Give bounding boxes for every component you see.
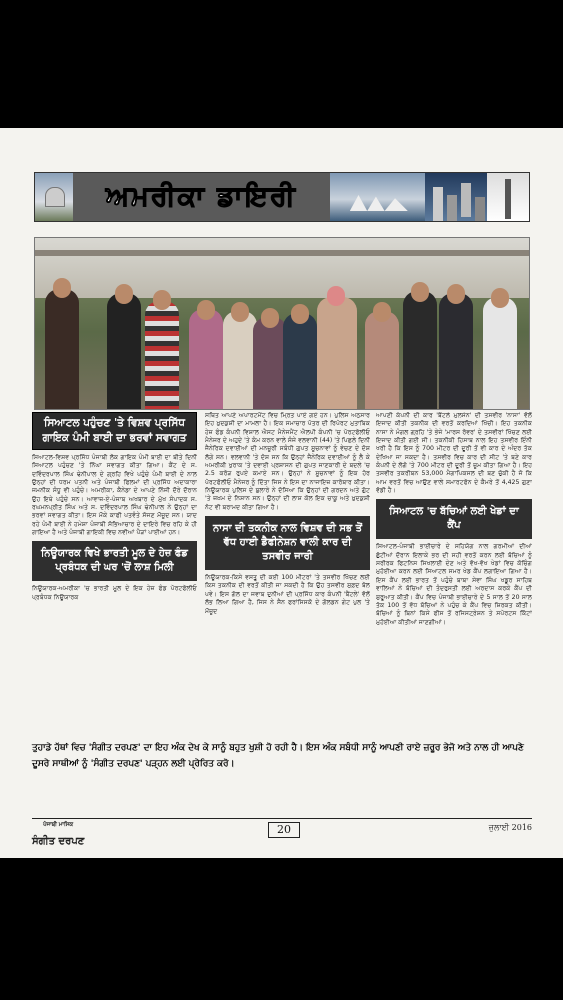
issue-month: ਜੁਲਾਈ [488,823,510,832]
opera-house-image [330,173,426,221]
banner-title: ਅਮਰੀਕਾ ਡਾਇਰੀ [105,181,297,212]
photo-person-head [153,290,171,310]
photo-person-head [197,300,215,320]
article-sports-camp-body: ਸਿਆਟਲ-ਪੰਜਾਬੀ ਭਾਈਚਾਰੇ ਦੇ ਸਹਿਯੋਗ ਨਾਲ ਗਰਮੀਆਂ ਦੀਆਂ ਛੁੱਟੀਆਂ ਦੌਰਾਨ ਇਲਾਕੇ ਭਰ ਦੀ ਸਹੀ ਵਰਤੋਂ ਕਰਨ ਲਈ ਬੱਚਿਆਂ ਨੂੰ ਸਰੀਰਕ ਫਿਟਨਿਸ ਸਿਖਲਾਈ ਦੇਣ ਅਤੇ ਵੱਖ-ਵੱਖ ਖੇਡਾਂ ਵਿਚ ਕੋਚਿੰਗ ਮੁਹੱਈਆ ਕਰਨ ਲਈ ਸਿਆਟਲ ਸਮਰ ਖੇਡ ਕੈਂਪ ਲਗਾਇਆ ਗਿਆ ਹੈ। ਇਸ ਕੈਂਪ ਲਈ ਭਾਰਤ ਤੋਂ ਪਹੁੰਚੇ ਬਾਬਾ ਸੇਵਾ ਸਿੰਘ ਖਡੂਰ ਸਾਹਿਬ ਵਾਲਿਆਂ ਨੇ ਬੱਚਿਆਂ ਦੀ ਤੰਦਰੁਸਤੀ ਲਈ ਅਰਦਾਸ ਕਰਕੇ ਕੈਂਪ ਦੀ ਸ਼ੁਰੂਆਤ ਕੀਤੀ। ਕੈਂਪ ਵਿਚ ਪੰਜਾਬੀ ਭਾਈਚਾਰੇ ਦੇ 5 ਸਾਲ ਤੋਂ 20 ਸਾਲ ਤੱਕ 100 ਤੋਂ ਵੱਧ ਬੱਚਿਆਂ ਨੇ ਪਹੁੰਚ ਕੇ ਕੈਂਪ ਵਿਚ ਸ਼ਿਰਕਤ ਕੀਤੀ। ਬੱਚਿਆਂ ਨੂੰ ਬਿਨਾਂ ਕਿਸੇ ਫੀਸ ਤੋਂ ਰਜਿਸਟ੍ਰੇਸ਼ਨ ਤੇ ਸਪੋਰਟਸ ਕਿੱਟਾਂ ਮੁਹੱਈਆ ਕੀਤੀਆਂ ਜਾਣਗੀਆਂ। [376,543,532,626]
issue-date [489,823,532,833]
headline-hedge-fund: ਨਿਊਯਾਰਕ ਵਿਖੇ ਭਾਰਤੀ ਮੂਲ ਦੇ ਹੇਜ਼ ਫੰਡ ਪ੍ਰਬੰਧਕ ਦੀ ਘਰ 'ਚੋਂ ਲਾਸ਼ ਮਿਲੀ [32,541,197,581]
photo-person-head [327,286,345,306]
headline-sports-camp: ਸਿਆਟਲ 'ਚ ਬੱਚਿਆਂ ਲਈ ਖੇਡਾਂ ਦਾ ਕੈਂਪ [376,499,532,539]
headline-nasa-car: ਨਾਸਾ ਦੀ ਤਕਨੀਕ ਨਾਲ ਵਿਸ਼ਵ ਦੀ ਸਭ ਤੋਂ ਵੱਧ ਹਾਈ ਡੈਫੀਨੇਸ਼ਨ ਵਾਲੀ ਕਾਰ ਦੀ ਤਸਵੀਰ ਜਾਰੀ [205,516,370,570]
photo-person [107,293,141,409]
photo-person [189,309,223,409]
photo-person-head [115,284,133,304]
photo-person [45,289,79,409]
footer-tagline: ਪੰਜਾਬੀ ਮਾਸਿਕ [43,822,74,828]
photo-person [439,293,473,409]
article-hedge-fund-body: ਨਿਊਯਾਰਕ-ਅਮਰੀਕਾ 'ਚ ਭਾਰਤੀ ਮੂਲ ਦੇ ਇਕ ਹੇਜ਼ ਫੰਡ ਪੋਰਟਫੋਲੀਓ ਪ੍ਰਬੰਧਕ ਨਿਊਯਾਰਕ [32,585,197,601]
section-banner [34,172,530,222]
issue-year: 2016 [511,823,532,832]
reader-message: ਤੁਹਾਡੇ ਹੱਥਾਂ ਵਿਚ 'ਸੰਗੀਤ ਦਰਪਣ' ਦਾ ਇਹ ਅੰਕ ਦੇਖ ਕੇ ਸਾਨੂੰ ਬਹੁਤ ਖੁਸ਼ੀ ਹੋ ਰਹੀ ਹੈ। ਇਸ ਅੰਕ ਸਬੰਧੀ ਸਾਨੂੰ ਆਪਣੀ ਰਾਏ ਜ਼ਰੂਰ ਭੇਜੋ ਅਤੇ ਨਾਲ ਹੀ ਆਪਣੇ ਦੂਸਰੇ ਸਾਥੀਆਂ ਨੂੰ 'ਸੰਗੀਤ ਦਰਪਣ' ਪੜ੍ਹਨ ਲਈ ਪ੍ਰੇਰਿਤ ਕਰੋ। [32,743,524,769]
photo-person-head [291,304,309,324]
footer-masthead [32,822,84,848]
photo-person [483,297,517,409]
page-footer [32,818,532,847]
capitol-dome-image [35,173,73,221]
page-number: 20 [268,822,300,838]
photo-person-head [411,282,429,302]
photo-person [365,311,399,409]
banner-title-box [73,173,330,221]
photo-person [145,301,179,409]
photo-person-head [491,288,509,308]
photo-person-head [231,302,249,322]
photo-person [253,317,287,409]
statue-of-liberty-image [487,173,529,221]
magazine-page [0,128,563,858]
photo-person [317,297,357,409]
photo-person [283,313,317,409]
photo-person-head [53,278,71,298]
city-skyline-image [425,173,487,221]
photo-roofline [35,250,530,256]
article-nasa-car-continued: ਆਪਣੀ ਕੰਪਨੀ ਦੀ ਕਾਰ 'ਬੈਂਟਲੇ ਮੁਲਸੇਨ' ਦੀ ਤਸਵੀਰ 'ਨਾਸਾ' ਵੱਲੋਂ ਇਜਾਦ ਕੀਤੀ ਤਕਨੀਕ ਦੀ ਵਰਤੋਂ ਕਰਦਿਆਂ ਖਿੱਚੀ। ਇਹ ਤਕਨੀਕ ਨਾਸਾ ਨੇ ਮੰਗਲ ਗ੍ਰਹਿ 'ਤੇ ਭੇਜੇ 'ਮਾਰਸ ਰੋਵਰ' ਦੇ ਤਸਵੀਰਾਂ ਖਿੱਚਣ ਲਈ ਇਜਾਦ ਕੀਤੀ ਗਈ ਸੀ। ਤਕਨੀਕੀ ਹਿਸਾਬ ਨਾਲ ਇਹ ਤਸਵੀਰ ਇੰਨੀ ਖਰੀ ਹੈ ਕਿ ਇਸ ਨੂੰ 700 ਮੀਟਰ ਦੀ ਦੂਰੀ ਤੋਂ ਵੀ ਕਾਰ ਦੇ ਅੰਦਰ ਤੱਕ ਦੇਖਿਆ ਜਾ ਸਕਦਾ ਹੈ। ਤਸਵੀਰ ਵਿਚ ਕਾਰ ਦੀ ਸੀਟ 'ਤੇ ਬਣੇ ਕਾਰ ਕੰਪਨੀ ਦੇ ਲੋਗੋ 'ਤੇ 700 ਮੀਟਰ ਦੀ ਦੂਰੀ ਤੋਂ ਜ਼ੂਮ ਕੀਤਾ ਗਿਆ ਹੈ। ਇਹ ਤਸਵੀਰ ਤਕਰੀਬਨ 53,000 ਮੈਗਾਪਿਕਸਲ ਦੀ ਬਣ ਚੁੱਕੀ ਹੈ ਜੋ ਕਿ ਆਮ ਵਰਤੋਂ ਵਿਚ ਆਉਣ ਵਾਲੇ ਸਮਾਰਟਫੋਨ ਦੇ ਕੈਮਰੇ ਤੋਂ 4,425 ਗੁਣਾ ਵੱਡੀ ਹੈ। [376,412,532,495]
article-pammi-bai-body: ਸਿਆਟਲ-ਵਿਸ਼ਵ ਪ੍ਰਸਿੱਧ ਪੰਜਾਬੀ ਲੋਕ ਗਾਇਕ ਪੰਮੀ ਬਾਈ ਦਾ ਬੀਤੇ ਦਿਨੀਂ ਸਿਆਟਲ ਪਹੁੰਚਣ 'ਤੇ ਨਿੱਘਾ ਸਵਾਗਤ ਕੀਤਾ ਗਿਆ। ਕੈਂਟ ਦੇ ਸ. ਦਵਿੰਦਰਪਾਲ ਸਿੰਘ ਢੇਨੀਪਾਲ ਦੇ ਗ੍ਰਹਿ ਵਿਖੇ ਪਹੁੰਚੇ ਪੰਮੀ ਬਾਈ ਦੇ ਨਾਲ ਉਨ੍ਹਾਂ ਦੀ ਧਰਮ ਪਤਨੀ ਅਤੇ ਪੰਜਾਬੀ ਫਿਲਮਾਂ ਦੀ ਪ੍ਰਸਿੱਧ ਅਦਾਕਾਰਾ ਜਮਨੀਕ ਸੰਧੂ ਵੀ ਪਹੁੰਚੇ। ਅਮਰੀਕਾ, ਕੈਨੇਡਾ ਦੇ ਆਪਣੇ ਨਿੱਜੀ ਦੌਰੇ ਦੌਰਾਨ ਉਹ ਇਥੇ ਪਹੁੰਚੇ ਸਨ। ਆਵਾਜ਼-ਏ-ਪੰਜਾਬ ਅਖਬਾਰ ਦੇ ਮੁੱਖ ਸੰਪਾਦਕ ਸ. ਰਘਮਨਪ੍ਰੀਤ ਸਿੰਘ ਅਤੇ ਸ. ਦਵਿੰਦਰਪਾਲ ਸਿੰਘ ਢੇਨੀਪਾਲ ਨੇ ਉਨ੍ਹਾਂ ਦਾ ਭਰਵਾਂ ਸਵਾਗਤ ਕੀਤਾ। ਇਸ ਮੌਕੇ ਕਾਫੀ ਪਤਵੰਤੇ ਸੱਜਣ ਮੌਜੂਦ ਸਨ। ਯਾਦ ਰਹੇ ਪੰਮੀ ਬਾਈ ਨੇ ਹਮੇਸ਼ਾ ਪੰਜਾਬੀ ਸੱਭਿਆਚਾਰ ਦੇ ਦਾਇਰੇ ਵਿਚ ਰਹਿ ਕੇ ਹੀ ਗਾਇਆ ਹੈ ਅਤੇ ਪੰਜਾਬੀ ਗਾਇਕੀ ਵਿਚ ਨਵੀਆਂ ਪੈੜਾਂ ਪਾਈਆਂ ਹਨ। [32,454,197,537]
footer-masthead-name: ਸੰਗੀਤ ਦਰਪਣ [32,836,85,847]
photo-person [403,291,437,409]
photo-person-head [373,302,391,322]
article-hedge-fund-continued: ਸਥਿਤ ਆਪਣੇ ਅਪਾਰਟਮੈਂਟ ਵਿਚ ਮ੍ਰਿਤ ਪਾਏ ਗਏ ਹਨ। ਪੁਲਿਸ ਅਨੁਸਾਰ ਇਹ ਖ਼ੁਦਕੁਸ਼ੀ ਦਾ ਮਾਮਲਾ ਹੈ। ਇਕ ਸਮਾਚਾਰ ਪੱਤਰ ਦੀ ਰਿਪੋਰਟ ਮੁਤਾਬਿਕ ਹੇਜ਼ ਫੰਡ ਕੰਪਨੀ ਵਿਸ਼ਾਲ ਐਸਟ ਮੈਨੇਜਮੈਂਟ ਐਲਪੀ ਕੰਪਨੀ 'ਚ ਪੋਰਟਫੋਲੀਓ ਮੈਨੇਜਰ ਦੇ ਅਹੁਦੇ 'ਤੇ ਕੰਮ ਕਰਨ ਵਾਲੇ ਸੰਜੇ ਵਲਵਾਨੀ (44) 'ਤੇ ਪਿਛਲੇ ਦਿਨੀਂ ਜੈਨੇਰਿਕ ਦਵਾਈਆਂ ਦੀ ਮਨਜ਼ੂਰੀ ਸਬੰਧੀ ਗੁਪਤ ਸੂਚਨਾਵਾਂ ਨੂੰ ਵੇਚਣ ਦੇ ਦੋਸ਼ ਲੱਗੇ ਸਨ। ਵਲਵਾਨੀ 'ਤੇ ਦੋਸ਼ ਸਨ ਕਿ ਉਨ੍ਹਾਂ ਜੈਨੇਰਿਕ ਦਵਾਈਆਂ ਨੂੰ ਲੈ ਕੇ ਅਮਰੀਕੀ ਖੁਰਾਕ 'ਤੇ ਦਵਾਈ ਪ੍ਰਸ਼ਾਸਨ ਦੀ ਗੁਪਤ ਜਾਣਕਾਰੀ ਦੇ ਬਦਲੇ 'ਚ 2.5 ਕਰੋੜ ਰੁਪਏ ਕਮਾਏ ਸਨ। ਉਨ੍ਹਾਂ ਨੇ ਸੂਚਨਾਵਾਂ ਨੂੰ ਇਕ ਹੋਰ ਪੋਰਟਫੋਲੀਓ ਮੈਨੇਜਰ ਨੂੰ ਦਿੱਤਾ ਜਿਸ ਨੇ ਇਸ ਦਾ ਨਾਜਾਇਜ਼ ਕਾਰੋਬਾਰ ਕੀਤਾ। ਨਿਊਯਾਰਕ ਪੁਲਿਸ ਦੇ ਬੁਲਾਰੇ ਨੇ ਦੱਸਿਆ ਕਿ ਉਨ੍ਹਾਂ ਦੀ ਗਰਦਨ ਅਤੇ ਗੁੱਟ 'ਤੇ ਜ਼ਖ਼ਮ ਦੇ ਨਿਸ਼ਾਨ ਸਨ। ਉਨ੍ਹਾਂ ਦੀ ਲਾਸ਼ ਕੋਲ ਇਕ ਚਾਕੂ ਅਤੇ ਖ਼ੁਦਕੁਸ਼ੀ ਨੋਟ ਵੀ ਬਰਾਮਦ ਕੀਤਾ ਗਿਆ ਹੈ। [205,412,370,511]
headline-pammi-bai: ਸਿਆਟਲ ਪਹੁੰਚਣ 'ਤੇ ਵਿਸ਼ਵ ਪ੍ਰਸਿੱਧ ਗਾਇਕ ਪੰਮੀ ਬਾਈ ਦਾ ਭਰਵਾਂ ਸਵਾਗਤ [32,412,197,450]
photo-person [223,311,257,409]
group-photo [34,237,530,410]
photo-person-head [447,284,465,304]
photo-person-head [261,308,279,328]
article-nasa-car-body: ਨਿਊਯਾਰਕ-ਕਿਸੇ ਵਸਤੂ ਦੀ ਕਈ 100 ਮੀਟਰਾਂ 'ਤੇ ਤਸਵੀਰ ਖਿੱਚਣ ਲਈ ਕਿਸ ਤਕਨੀਕ ਦੀ ਵਰਤੋਂ ਕੀਤੀ ਜਾ ਸਕਦੀ ਹੈ ਕਿ ਉਹ ਤਸਵੀਰ ਸੁਫ਼ਦ ਬੋਲ ਪਵੇ। ਇਸ ਗੱਲ ਦਾ ਜਵਾਬ ਦੁਨੀਆਂ ਦੀ ਪ੍ਰਸਿੱਧ ਕਾਰ ਕੰਪਨੀ 'ਬੈਂਟਲੇ' ਵੱਲੋਂ ਲੱਭ ਲਿਆ ਗਿਆ ਹੈ, ਜਿਸ ਨੇ ਸੈਨ ਫਰਾਂਸਿਸਕੋ ਦੇ ਗੋਲਡਨ ਗੇਟ ਪੁਲ 'ਤੇ ਮੌਜੂਦ [205,574,370,615]
